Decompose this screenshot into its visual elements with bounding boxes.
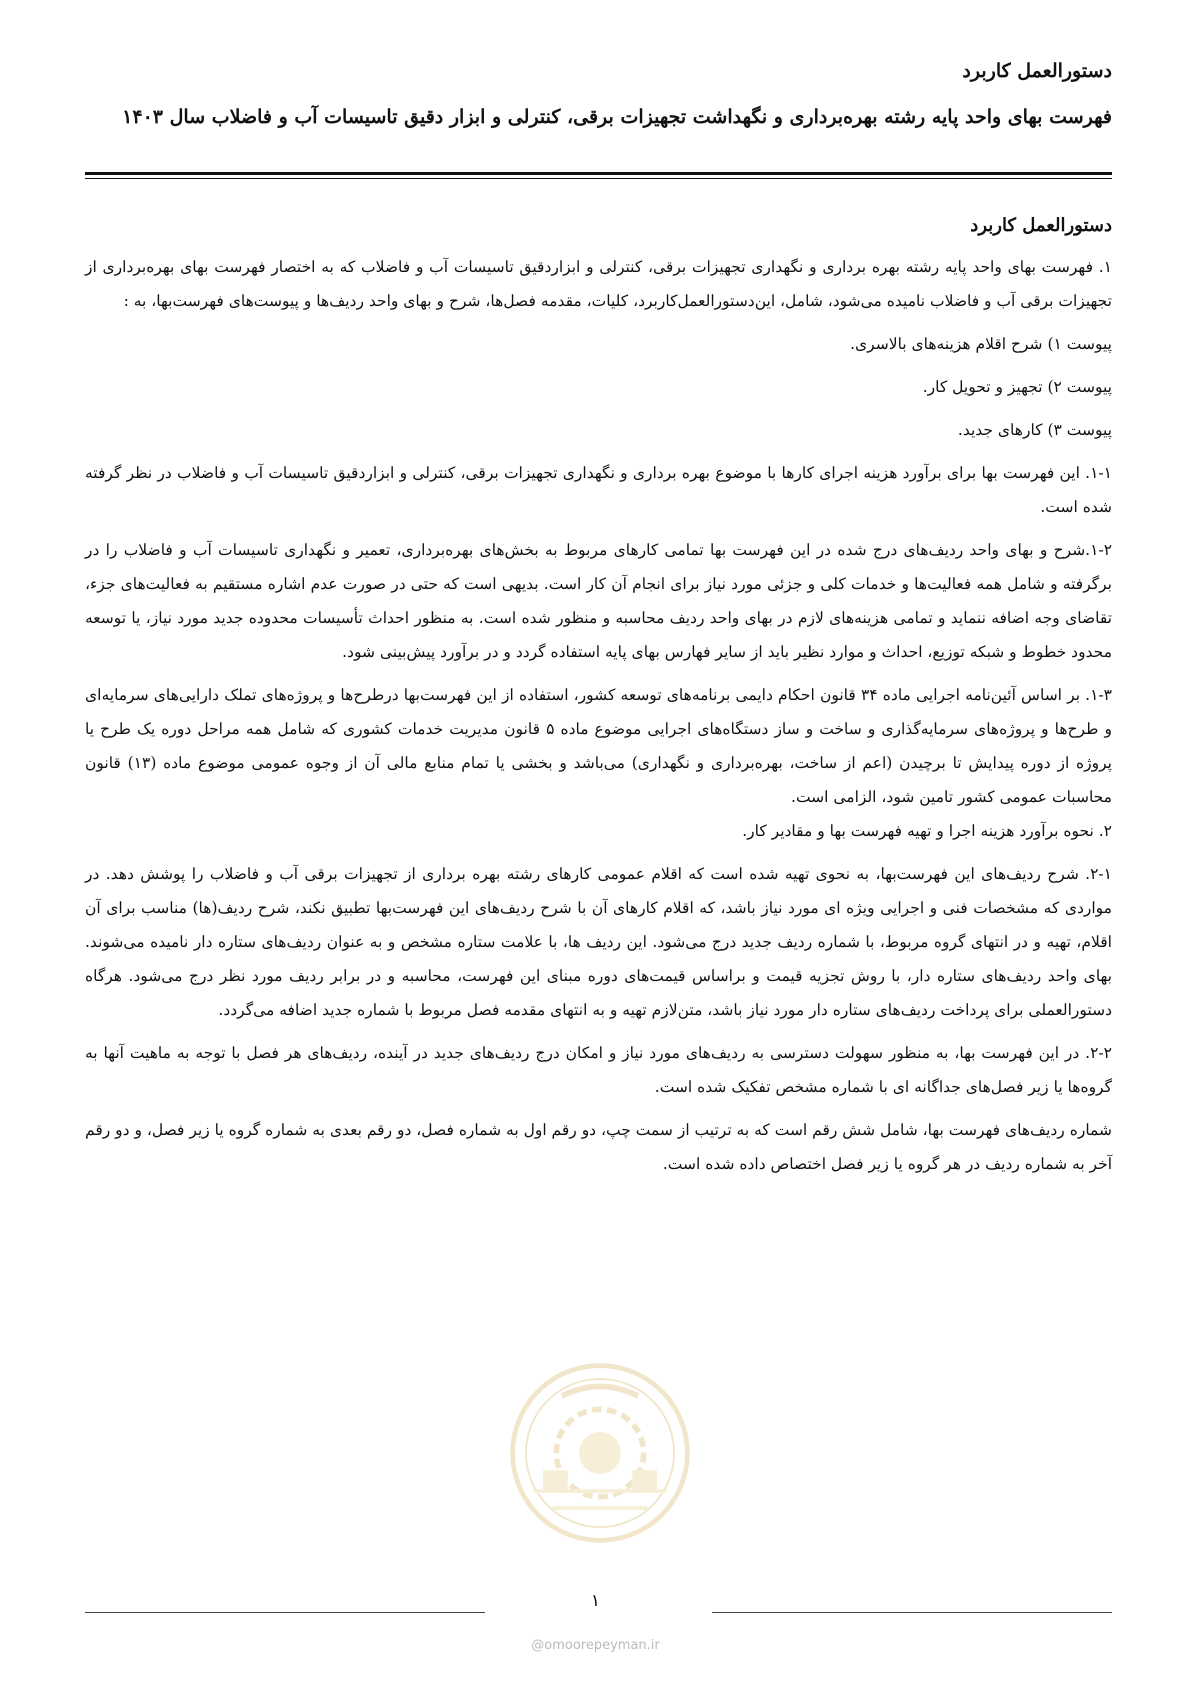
appendix-item-2: پیوست ۲) تجهیز و تحویل کار. <box>922 378 1112 396</box>
paragraph-2-1: ۲-۱. شرح ردیف‌های این فهرست‌بها، به نحوی تهیه شده است که اقلام عمومی کارهای رشته بهره برداری از تجهیزات برقی آب و فاضلاب را پوشش دهد. در مواردی که مشخصات فنی و اجرایی ویژه ای مورد نیاز باشد، که اقلام کارهای آن با شرح ردیف‌های این فهرست‌بها تطبیق نکند، شرح ردیف(ها) مناسب برای آن اقلام، تهیه و در انتهای گروه مربوط، با شماره ردیف جدید درج می‌شود. این ردیف ها، با علامت ستاره مشخص و به عنوان ردیف‌های ستاره دار نامیده می‌شوند. بهای واحد ردیف‌های ستاره دار، با روش تجزیه قیمت و براساس قیمت‌های دوره مبنای این فهرست، محاسبه و در برابر ردیف مورد نظر درج می‌شود. هرگاه دستورالعملی برای پرداخت ردیف‌های ستاره دار مورد نیاز باشد، متن‌لازم تهیه و به انتهای مقدمه فصل مربوط با شماره جدید اضافه می‌گردد. <box>85 865 1112 1019</box>
paragraph-1: ۱. فهرست بهای واحد پایه رشته بهره برداری و نگهداری تجهیزات برقی، کنترلی و ابزاردقیق تاسیسات آب و فاضلاب که به اختصار فهرست بهای بهره‌برداری از تجهیزات برقی آب و فاضلاب نامیده می‌شود، شامل، این‌دستورالعمل‌کاربرد، کلیات، مقدمه فصل‌ها، شرح و بهای واحد ردیف‌ها و پیوست‌های فهرست‌بها، به : <box>85 258 1112 310</box>
paragraph-2-3: شماره ردیف‌های فهرست بها، شامل شش رقم است که به ترتیب از سمت چپ، دو رقم اول به شماره فصل، دو رقم بعدی به شماره گروه یا زیر فصل، و دو رقم آخر به شماره ردیف در هر گروه یا زیر فصل اختصاص داده شده است. <box>85 1121 1112 1173</box>
paragraph-1-1: ۱-۱. این فهرست بها برای برآورد هزینه اجرای کارها با موضوع بهره برداری و نگهداری تجهیزات برقی، کنترلی و ابزاردقیق تاسیسات آب و فاضلاب در نظر گرفته شده است. <box>85 464 1112 516</box>
footer-rule-right <box>712 1612 1112 1613</box>
page-number: ۱ <box>590 1591 601 1611</box>
header-rule-thick <box>85 172 1112 175</box>
footer-rule-left <box>85 1612 485 1613</box>
paragraph-1-3: ۱-۳. بر اساس آئین‌نامه اجرایی ماده ۳۴ قانون احکام دایمی برنامه‌های توسعه کشور، استفاده از این فهرست‌بها درطرح‌ها و پروژه‌های تملک دارایی‌های سرمایه‌ای و طرح‌ها و پروژه‌های سرمایه‌گذاری و ساخت و ساز دستگاه‌های اجرایی موضوع ماده ۵ قانون مدیریت خدمات کشوری که شامل همه مراحل دوره یک طرح یا پروژه از دوره پیدایش تا برچیدن (اعم از ساخت، بهره‌برداری و نگهداری) می‌باشد و بخشی یا تمام منابع مالی آن از وجوه عمومی موضوع ماده (۱۳) قانون محاسبات عمومی کشور تامین شود، الزامی است. <box>85 686 1112 806</box>
section-title: دستورالعمل کاربرد <box>970 215 1112 236</box>
header-subtitle: فهرست بهای واحد پایه رشته بهره‌برداری و نگهداشت تجهیزات برقی، کنترلی و ابزار دقیق تاسیسات آب و فاضلاب سال ۱۴۰۳ <box>122 106 1112 128</box>
paragraph-1-2: ۱-۲.شرح و بهای واحد ردیف‌های درج شده در این فهرست بها تمامی کارهای مربوط به بخش‌های بهره‌برداری، تعمیر و نگهداری تاسیسات آب و فاضلاب را در برگرفته و شامل همه فعالیت‌ها و خدمات کلی و جزئی مورد نیاز برای انجام آن کار است. بدیهی است که حتی در صورت عدم اشاره مستقیم به فعالیت‌های جزء، تقاضای وجه اضافه ننماید و تمامی هزینه‌های لازم در بهای واحد ردیف محاسبه و منظور شده است. به منظور احداث تأسیسات محدوده جدید مورد نیاز، یا توسعه محدود خطوط و شبکه توزیع، احداث و موارد نظیر باید از سایر فهارس بهای پایه استفاده گردد و در برآورد پیش‌بینی شود. <box>85 541 1113 661</box>
website-watermark: @omoorepeyman.ir <box>531 1638 660 1653</box>
header-title: دستورالعمل کاربرد <box>962 60 1112 82</box>
paragraph-2-2: ۲-۲. در این فهرست بها، به منظور سهولت دسترسی به ردیف‌های مورد نیاز و امکان درج ردیف‌های جدید در آینده، ردیف‌های هر فصل با توجه به ماهیت آنها به گروه‌ها یا زیر فصل‌های جداگانه ای با شماره مشخص تفکیک شده است. <box>85 1044 1112 1096</box>
paragraph-2: ۲. نحوه برآورد هزینه اجرا و تهیه فهرست بها و مقادیر کار. <box>742 822 1112 840</box>
appendix-item-3: پیوست ۳) کارهای جدید. <box>957 421 1112 439</box>
header-rule-thin <box>85 178 1112 179</box>
watermark-seal-icon <box>505 1358 695 1548</box>
appendix-item-1: پیوست ۱) شرح اقلام هزینه‌های بالاسری. <box>850 335 1112 353</box>
document-body <box>85 208 1112 1181</box>
